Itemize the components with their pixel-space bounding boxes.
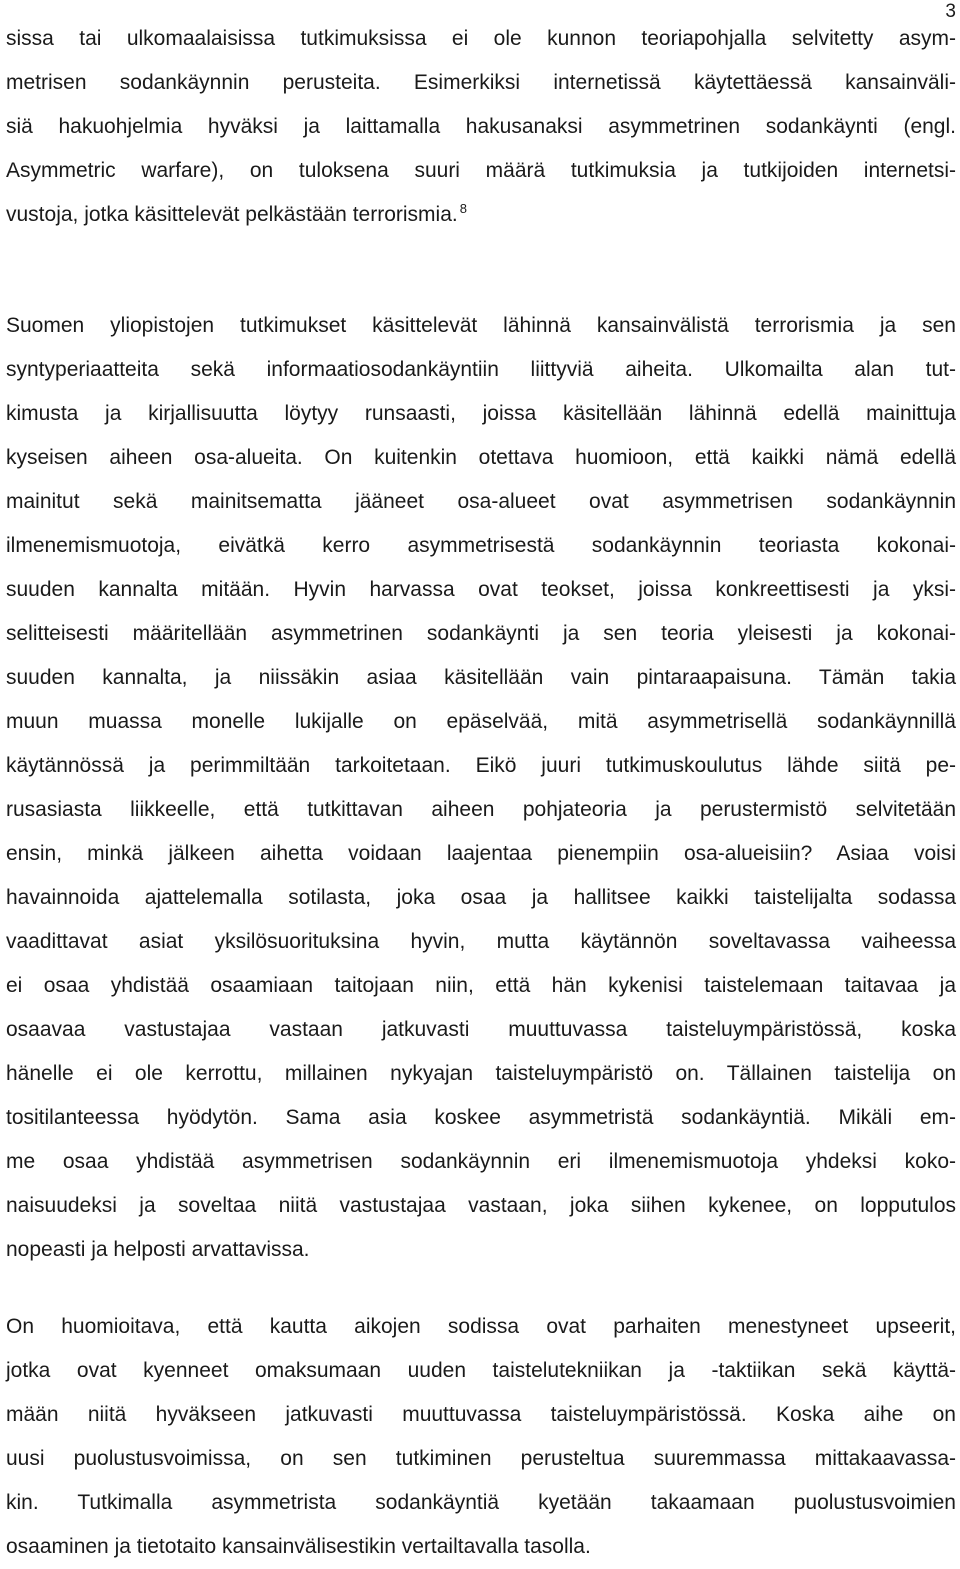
paragraph-2 xyxy=(6,304,956,1272)
text-line: suuden kannalta mitään. Hyvin harvassa ovat teokset, joissa konkreettisesti ja yksi- xyxy=(6,578,956,601)
text-line: metrisen sodankäynnin perusteita. Esimerkiksi internetissä käytettäessä kansainväli- xyxy=(6,71,956,94)
text-line: kin. Tutkimalla asymmetrista sodankäyntiä kyetään takaamaan puolustusvoimien xyxy=(6,1491,956,1514)
text-line: osaavaa vastustajaa vastaan jatkuvasti muuttuvassa taisteluympäristössä, koska xyxy=(6,1018,956,1041)
text-line: kyseisen aiheen osa-alueita. On kuitenkin otettava huomioon, että kaikki nämä edellä xyxy=(6,446,956,469)
text-line: käytännössä ja perimmiltään tarkoitetaan. Eikö juuri tutkimuskoulutus lähde siitä pe- xyxy=(6,754,956,777)
text-line: selitteisesti määritellään asymmetrinen sodankäynti ja sen teoria yleisesti ja kokonai- xyxy=(6,622,956,645)
text-line: vustoja, jotka käsittelevät pelkästään terrorismia. xyxy=(6,203,458,226)
text-line-with-footnote xyxy=(6,193,956,237)
text-line: muun muassa monelle lukijalle on epäselvää, mitä asymmetrisellä sodankäynnillä xyxy=(6,710,956,733)
text-line: osaaminen ja tietotaito kansainvälisestikin vertailtavalla tasolla. xyxy=(6,1535,591,1558)
text-line: me osaa yhdistää asymmetrisen sodankäynnin eri ilmenemismuotoja yhdeksi koko- xyxy=(6,1150,956,1173)
text-line: nopeasti ja helposti arvattavissa. xyxy=(6,1238,310,1261)
text-line: ilmenemismuotoja, eivätkä kerro asymmetrisestä sodankäynnin teoriasta kokonai- xyxy=(6,534,956,557)
text-line: tositilanteessa hyödytön. Sama asia koskee asymmetristä sodankäyntiä. Mikäli em- xyxy=(6,1106,956,1129)
paragraph-3 xyxy=(6,1305,956,1569)
text-line: Asymmetric warfare), on tuloksena suuri määrä tutkimuksia ja tutkijoiden internetsi- xyxy=(6,159,956,182)
text-line: ei osaa yhdistää osaamiaan taitojaan niin, että hän kykenisi taistelemaan taitavaa ja xyxy=(6,974,956,997)
text-line: ensin, minkä jälkeen aihetta voidaan laajentaa pienempiin osa-alueisiin? Asiaa voisi xyxy=(6,842,956,865)
text-line: siä hakuohjelmia hyväksi ja laittamalla hakusanaksi asymmetrinen sodankäynti (engl. xyxy=(6,115,956,138)
footnote-reference[interactable]: 8 xyxy=(459,201,467,216)
text-line: jotka ovat kyenneet omaksumaan uuden taistelutekniikan ja -taktiikan sekä käyttä- xyxy=(6,1359,956,1382)
paragraph-1 xyxy=(6,17,956,237)
text-line: suuden kannalta, ja niissäkin asiaa käsitellään vain pintaraapaisuna. Tämän takia xyxy=(6,666,956,689)
text-line: naisuudeksi ja soveltaa niitä vastustajaa vastaan, joka siihen kykenee, on lopputulos xyxy=(6,1194,956,1217)
text-line: Suomen yliopistojen tutkimukset käsittelevät lähinnä kansainvälistä terrorismia ja sen xyxy=(6,314,956,337)
page-number: 3 xyxy=(945,1,956,22)
text-line: sissa tai ulkomaalaisissa tutkimuksissa ei ole kunnon teoriapohjalla selvitetty asym- xyxy=(6,27,956,50)
text-line: kimusta ja kirjallisuutta löytyy runsaasti, joissa käsitellään lähinnä edellä mainittuja xyxy=(6,402,956,425)
text-line: vaadittavat asiat yksilösuorituksina hyvin, mutta käytännön soveltavassa vaiheessa xyxy=(6,930,956,953)
text-line: rusasiasta liikkeelle, että tutkittavan aiheen pohjateoria ja perustermistö selvitetään xyxy=(6,798,956,821)
text-line: mainitut sekä mainitsematta jääneet osa-alueet ovat asymmetrisen sodankäynnin xyxy=(6,490,956,513)
text-line: uusi puolustusvoimissa, on sen tutkiminen perusteltua suuremmassa mittakaavassa- xyxy=(6,1447,956,1470)
text-line: hänelle ei ole kerrottu, millainen nykyajan taisteluympäristö on. Tällainen taistelija on xyxy=(6,1062,956,1085)
text-line: On huomioitava, että kautta aikojen sodissa ovat parhaiten menestyneet upseerit, xyxy=(6,1315,956,1338)
text-line: havainnoida ajattelemalla sotilasta, joka osaa ja hallitsee kaikki taistelijalta sodassa xyxy=(6,886,956,909)
text-line: syntyperiaatteita sekä informaatiosodankäyntiin liittyviä aiheita. Ulkomailta alan tut- xyxy=(6,358,956,381)
text-line: mään niitä hyväkseen jatkuvasti muuttuvassa taisteluympäristössä. Koska aihe on xyxy=(6,1403,956,1426)
